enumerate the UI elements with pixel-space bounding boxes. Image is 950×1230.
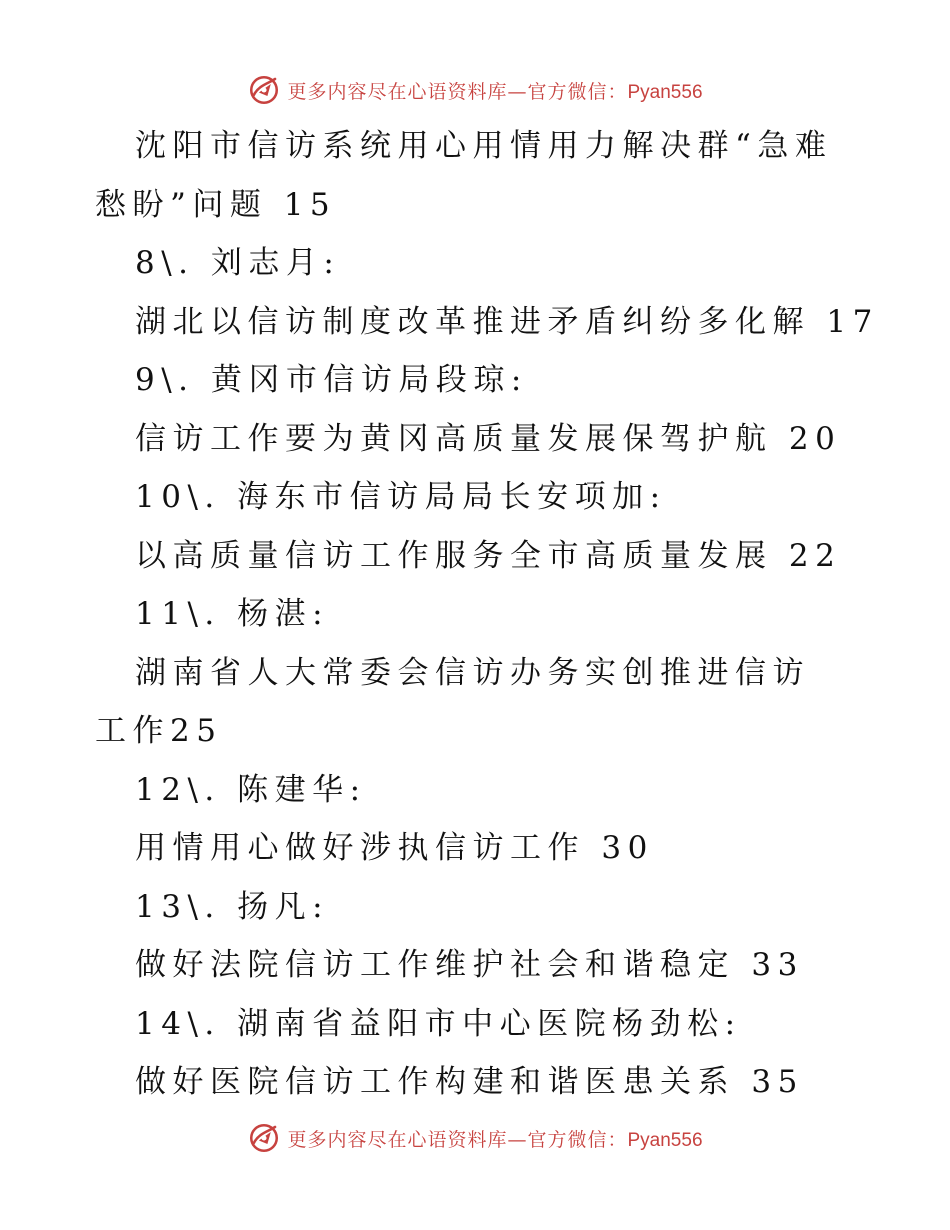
toc-entry-title: 湖南省人大常委会信访办务实创推进信访工作25 (95, 654, 810, 749)
toc-entry-title: 做好医院信访工作构建和谐医患关系 35 (135, 1064, 804, 1100)
toc-entry-number: 8\. 刘志月: (135, 245, 341, 281)
banner-text: 更多内容尽在心语资料库—官方微信：Pyan556 (287, 80, 703, 103)
toc-entry-title: 湖北以信访制度改革推进矛盾纠纷多化解 17 (135, 303, 879, 340)
toc-entry-title: 以高质量信访工作服务全市高质量发展 22 (135, 537, 842, 574)
toc-entry-number: 14\. 湖南省益阳市中心医院杨劲松: (135, 1005, 742, 1042)
red-swirl-logo-icon (247, 73, 281, 107)
toc-entry-number: 9\. 黄冈市信访局段琼: (135, 362, 528, 398)
banner-text: 更多内容尽在心语资料库—官方微信：Pyan556 (287, 1128, 703, 1151)
toc-entry-title: 信访工作要为黄冈高质量发展保驾护航 20 (135, 420, 842, 457)
toc-entry-number: 11\. 杨湛: (135, 596, 330, 632)
toc-entry-number: 13\. 扬凡: (135, 888, 330, 925)
toc-entry-title: 做好法院信访工作维护社会和谐稳定 33 (135, 947, 804, 983)
toc-entry-title: 用情用心做好涉执信访工作 30 (135, 830, 654, 866)
footer-banner (0, 1116, 950, 1160)
toc-entry-number: 10\. 海东市信访局局长安项加: (135, 479, 667, 515)
red-swirl-logo-icon (247, 1121, 281, 1155)
toc-body (95, 117, 879, 1112)
toc-entry-title: 沈阳市信访系统用心用情用力解决群“急难愁盼”问题 15 (95, 128, 833, 223)
toc-entry-number: 12\. 陈建华: (135, 771, 367, 808)
header-banner (0, 68, 950, 112)
